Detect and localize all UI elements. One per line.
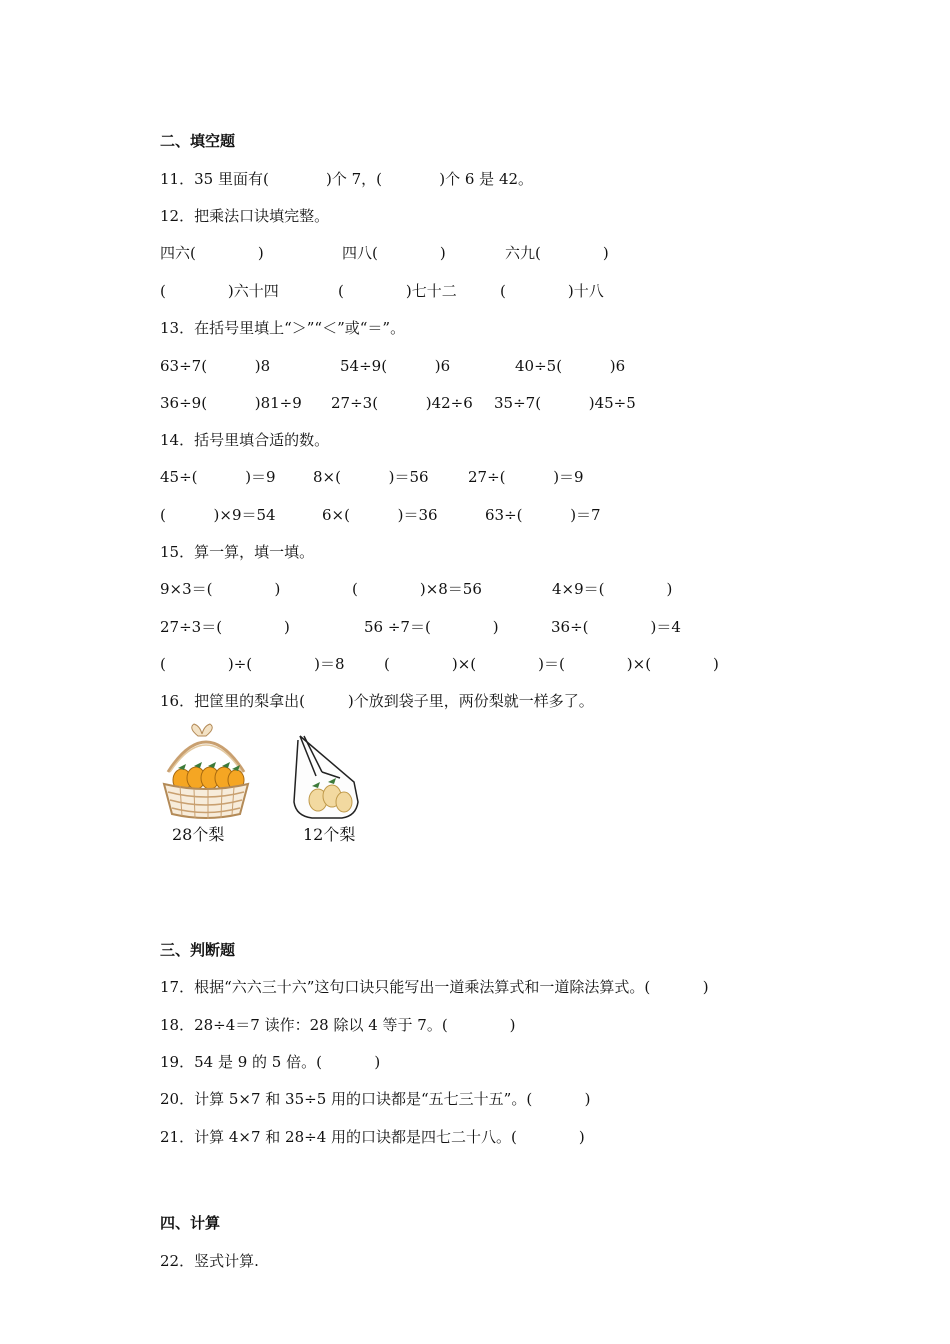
q12-row1-item1: 四六( ) bbox=[160, 244, 264, 262]
q15-row2-item1: 27÷3＝( ) bbox=[160, 618, 290, 636]
q13-row2-item2: 27÷3( )42÷6 bbox=[331, 394, 473, 412]
q14-row1-item2: 8×( )＝56 bbox=[313, 468, 429, 486]
question-19: 19．54 是 9 的 5 倍。( ) bbox=[160, 1053, 381, 1071]
pear-basket-image bbox=[160, 722, 252, 822]
q13-row2-item3: 35÷7( )45÷5 bbox=[494, 394, 636, 412]
q13-row1-item1: 63÷7( )8 bbox=[160, 357, 271, 375]
q12-row1-item2: 四八( ) bbox=[342, 244, 446, 262]
q13-row1-item2: 54÷9( )6 bbox=[340, 357, 451, 375]
q15-row2-item2: 56 ÷7＝( ) bbox=[364, 618, 499, 636]
q15-row1-item1: 9×3＝( ) bbox=[160, 580, 281, 598]
q12-row2-item2: ( )七十二 bbox=[338, 282, 457, 300]
q14-row2-item2: 6×( )＝36 bbox=[322, 506, 438, 524]
question-12: 12．把乘法口诀填完整。 bbox=[160, 207, 330, 225]
question-16: 16．把筐里的梨拿出( )个放到袋子里，两份梨就一样多了。 bbox=[160, 692, 594, 710]
basket-caption: 28个梨 bbox=[172, 825, 225, 844]
q15-row2-item3: 36÷( )＝4 bbox=[551, 618, 681, 636]
q15-row1-item3: 4×9＝( ) bbox=[552, 580, 673, 598]
question-21: 21．计算 4×7 和 28÷4 用的口诀都是四七二十八。( ) bbox=[160, 1128, 585, 1146]
section-4-title: 四、计算 bbox=[160, 1214, 221, 1232]
q15-row3-item1: ( )÷( )＝8 bbox=[160, 655, 345, 673]
q15-row1-item2: ( )×8＝56 bbox=[352, 580, 482, 598]
q12-row2-item3: ( )十八 bbox=[500, 282, 604, 300]
q14-row2-item3: 63÷( )＝7 bbox=[485, 506, 601, 524]
q13-row1-item3: 40÷5( )6 bbox=[515, 357, 626, 375]
question-17: 17．根据“六六三十六”这句口诀只能写出一道乘法算式和一道除法算式。( ) bbox=[160, 978, 709, 996]
question-20: 20．计算 5×7 和 35÷5 用的口诀都是“五七三十五”。( ) bbox=[160, 1090, 591, 1108]
question-11: 11．35 里面有( )个 7，( )个 6 是 42。 bbox=[160, 170, 534, 188]
q15-row3-item2: ( )×( )＝( )×( ) bbox=[384, 655, 719, 673]
section-2-title: 二、填空题 bbox=[160, 132, 236, 150]
question-13: 13．在括号里填上“＞”“＜”或“＝”。 bbox=[160, 319, 406, 337]
question-22: 22．竖式计算. bbox=[160, 1252, 259, 1270]
q13-row2-item1: 36÷9( )81÷9 bbox=[160, 394, 302, 412]
q14-row1-item3: 27÷( )＝9 bbox=[468, 468, 584, 486]
q14-row1-item1: 45÷( )＝9 bbox=[160, 468, 276, 486]
section-3-title: 三、判断题 bbox=[160, 941, 236, 959]
question-14: 14．括号里填合适的数。 bbox=[160, 431, 330, 449]
bag-caption: 12个梨 bbox=[303, 825, 356, 844]
q12-row2-item1: ( )六十四 bbox=[160, 282, 279, 300]
q12-row1-item3: 六九( ) bbox=[505, 244, 609, 262]
pear-bag-image bbox=[290, 732, 362, 824]
question-15: 15．算一算，填一填。 bbox=[160, 543, 315, 561]
question-18: 18．28÷4＝7 读作：28 除以 4 等于 7。( ) bbox=[160, 1016, 516, 1034]
q14-row2-item1: ( )×9＝54 bbox=[160, 506, 276, 524]
